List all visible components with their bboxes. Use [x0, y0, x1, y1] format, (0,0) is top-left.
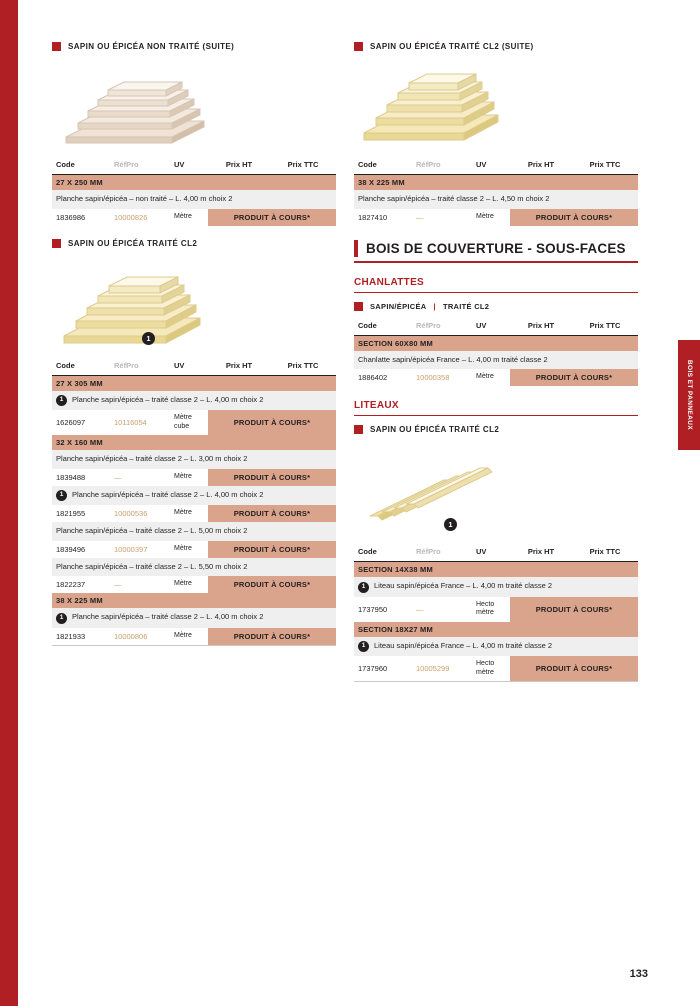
red-square-icon	[52, 239, 61, 248]
subheading-left-label: SAPIN/ÉPICÉA	[370, 301, 427, 311]
cell-uv: Hecto mètre	[476, 600, 495, 616]
th-uv: UV	[472, 544, 510, 562]
price-badge: PRODUIT À COURS*	[208, 469, 336, 486]
red-square-icon	[354, 42, 363, 51]
cell-uv: Mètre	[476, 212, 494, 220]
cell-code: 1836986	[56, 212, 86, 222]
th-prix-ttc: Prix TTC	[572, 318, 638, 336]
cell-refpro: 10000826	[114, 212, 148, 222]
category-label: SECTION 60X80 MM	[354, 335, 638, 351]
product-description: Planche sapin/épicéa – traité classe 2 – L. 5,50 m choix 2	[56, 561, 248, 571]
th-code: Code	[52, 157, 110, 175]
badge-number: 1	[56, 395, 67, 406]
category-label: 32 X 160 MM	[52, 435, 336, 450]
subsection-title-chanlattes: CHANLATTES	[354, 277, 638, 293]
price-badge: PRODUIT À COURS*	[208, 410, 336, 435]
cell-uv: Mètre cube	[174, 414, 192, 430]
th-prix-ht: Prix HT	[208, 157, 270, 175]
cell-uv: Mètre	[174, 212, 192, 220]
cell-refpro: —	[114, 472, 122, 482]
table-row	[52, 410, 336, 435]
table-row	[52, 628, 336, 645]
cell-uv: Mètre	[174, 509, 192, 517]
catalog-page	[18, 0, 678, 1006]
description-row	[52, 450, 336, 469]
product-description: Planche sapin/épicéa – traité classe 2 – L. 4,00 m choix 2	[72, 612, 264, 621]
subsection-title-liteaux: LITEAUX	[354, 400, 638, 416]
price-badge: PRODUIT À COURS*	[510, 656, 638, 681]
category-row	[354, 335, 638, 351]
category-label: SECTION 14X38 MM	[354, 562, 638, 578]
description-row	[354, 577, 638, 597]
th-prix-ht: Prix HT	[208, 358, 270, 376]
th-prix-ttc: Prix TTC	[572, 544, 638, 562]
table-header-row	[52, 358, 336, 376]
cell-refpro: 10005299	[416, 664, 450, 673]
description-row	[52, 558, 336, 577]
title-accent-bar	[354, 240, 358, 257]
product-description: Planche sapin/épicéa – traité classe 2 – L. 5,00 m choix 2	[56, 526, 248, 535]
page-number: 133	[629, 968, 648, 980]
product-description: Planche sapin/épicéa – traité classe 2 – L. 4,50 m choix 2	[358, 194, 550, 203]
badge-number: 1	[358, 641, 369, 652]
description-row	[52, 522, 336, 541]
cell-uv: Mètre	[174, 544, 192, 552]
subheading-sapin-traite-cl2	[354, 425, 638, 434]
side-tab-label: BOIS ET PANNEAUX	[686, 359, 693, 431]
product-description: Planche sapin/épicéa – traité classe 2 – L. 4,00 m choix 2	[72, 394, 264, 404]
th-uv: UV	[472, 318, 510, 336]
table-row	[52, 576, 336, 593]
table-row	[52, 209, 336, 226]
image-badge-1: 1	[444, 518, 457, 531]
section-heading-label: SAPIN OU ÉPICÉA TRAITÉ CL2 (SUITE)	[370, 42, 534, 51]
price-badge: PRODUIT À COURS*	[208, 541, 336, 558]
cell-refpro: —	[416, 212, 424, 222]
category-row	[52, 175, 336, 191]
price-badge: PRODUIT À COURS*	[510, 597, 638, 622]
category-row	[354, 175, 638, 191]
table-sapin-traite-suite	[354, 157, 638, 226]
description-row	[52, 486, 336, 506]
th-uv: UV	[170, 358, 208, 376]
price-badge: PRODUIT À COURS*	[510, 369, 638, 386]
table-row	[354, 369, 638, 386]
th-prix-ht: Prix HT	[510, 318, 572, 336]
cell-code: 1737950	[358, 604, 388, 614]
cell-code: 1822237	[56, 580, 86, 589]
th-uv: UV	[472, 157, 510, 175]
cell-refpro: 10000397	[114, 544, 148, 554]
table-header-row	[52, 157, 336, 175]
table-row	[354, 656, 638, 681]
price-badge: PRODUIT À COURS*	[208, 505, 336, 522]
table-row	[354, 209, 638, 226]
table-row	[52, 469, 336, 486]
th-code: Code	[354, 544, 412, 562]
description-row	[354, 190, 638, 209]
red-square-icon	[52, 42, 61, 51]
table-row	[52, 505, 336, 522]
cell-refpro: 10000358	[416, 373, 450, 382]
table-header-row	[354, 157, 638, 175]
category-label: 38 X 225 MM	[354, 175, 638, 191]
table-row	[354, 597, 638, 622]
product-image-planche-non-traitee	[54, 59, 336, 151]
cell-code: 1886402	[358, 373, 388, 382]
left-red-bar	[0, 0, 18, 1006]
subheading-right-label: TRAITÉ CL2	[442, 301, 490, 311]
table-liteaux	[354, 544, 638, 682]
cell-code: 1737960	[358, 664, 388, 673]
product-description: Liteau sapin/épicéa France – L. 4,00 m traité classe 2	[374, 581, 553, 590]
description-row	[52, 608, 336, 628]
category-row	[354, 562, 638, 578]
th-prix-ht: Prix HT	[510, 157, 572, 175]
price-badge: PRODUIT À COURS*	[510, 209, 638, 226]
price-badge: PRODUIT À COURS*	[208, 576, 336, 593]
category-row	[52, 435, 336, 450]
th-refpro: RéfPro	[412, 157, 472, 175]
th-code: Code	[52, 358, 110, 376]
cell-refpro: 10000806	[114, 631, 148, 641]
cell-code: 1626097	[56, 418, 86, 427]
cell-refpro: —	[416, 604, 424, 614]
cell-uv: Mètre	[174, 472, 192, 480]
section-heading-sapin-traite-suite	[354, 42, 638, 51]
badge-number: 1	[56, 490, 67, 501]
th-prix-ttc: Prix TTC	[270, 157, 336, 175]
th-code: Code	[354, 318, 412, 336]
th-refpro: RéfPro	[110, 157, 170, 175]
table-bottom-rule	[52, 645, 336, 646]
cell-uv: Hecto mètre	[476, 660, 495, 676]
table-bottom-rule	[354, 681, 638, 682]
cell-uv: Mètre	[174, 631, 192, 639]
cell-refpro: 10116054	[114, 418, 147, 427]
product-description: Planche sapin/épicéa – traité classe 2 – L. 4,00 m choix 2	[72, 489, 264, 499]
table-header-row	[354, 318, 638, 336]
cell-code: 1839496	[56, 544, 86, 554]
product-description: Liteau sapin/épicéa France – L. 4,00 m traité classe 2	[374, 640, 553, 650]
th-prix-ttc: Prix TTC	[572, 157, 638, 175]
table-sapin-traite-cl2	[52, 358, 336, 646]
badge-number: 1	[358, 582, 369, 593]
red-square-icon	[354, 302, 363, 311]
section-heading-sapin-traite-cl2	[52, 239, 336, 248]
category-label: 27 X 305 MM	[52, 375, 336, 391]
section-heading-label: SAPIN OU ÉPICÉA NON TRAITÉ (SUITE)	[68, 42, 235, 51]
th-uv: UV	[170, 157, 208, 175]
product-description: Planche sapin/épicéa – traité classe 2 – L. 3,00 m choix 2	[56, 454, 248, 463]
table-row	[52, 541, 336, 558]
category-row	[52, 375, 336, 391]
th-code: Code	[354, 157, 412, 175]
cell-code: 1821955	[56, 509, 86, 518]
category-label: SECTION 18X27 MM	[354, 622, 638, 637]
product-image-planche-traitee-suite	[356, 59, 638, 151]
description-row	[354, 637, 638, 657]
th-prix-ttc: Prix TTC	[270, 358, 336, 376]
big-section-title-label: BOIS DE COUVERTURE - SOUS-FACES	[366, 240, 626, 256]
cell-uv: Mètre	[174, 580, 192, 588]
cell-refpro: 10000536	[114, 509, 148, 518]
product-description: Chanlatte sapin/épicéa France – L. 4,00 m traité classe 2	[358, 354, 548, 364]
planche-stack-illustration	[54, 59, 244, 151]
th-refpro: RéfPro	[110, 358, 170, 376]
product-description: Planche sapin/épicéa – non traité – L. 4,00 m choix 2	[56, 194, 233, 203]
cell-code: 1827410	[358, 212, 388, 222]
subheading-label: SAPIN OU ÉPICÉA TRAITÉ CL2	[370, 425, 500, 434]
image-badge-1: 1	[142, 332, 155, 345]
subheading-separator: |	[433, 301, 436, 311]
price-badge: PRODUIT À COURS*	[208, 209, 336, 226]
price-badge: PRODUIT À COURS*	[208, 628, 336, 645]
big-section-title	[354, 240, 638, 263]
category-row	[354, 622, 638, 637]
section-heading-label: SAPIN OU ÉPICÉA TRAITÉ CL2	[68, 238, 198, 248]
category-label: 38 X 225 MM	[52, 593, 336, 608]
planche-traitee-stack-illustration	[356, 59, 546, 151]
th-prix-ht: Prix HT	[510, 544, 572, 562]
product-image-planche-traitee	[54, 256, 336, 352]
description-row	[52, 190, 336, 209]
cell-code: 1839488	[56, 472, 86, 482]
description-row	[354, 351, 638, 370]
side-tab-bois-et-panneaux	[678, 340, 700, 450]
left-column	[52, 42, 336, 682]
table-header-row	[354, 544, 638, 562]
th-refpro: RéfPro	[412, 544, 472, 562]
cell-refpro: —	[114, 580, 122, 589]
subheading-sapin-epicea-traite	[354, 302, 638, 311]
category-label: 27 X 250 MM	[52, 175, 336, 191]
red-square-icon	[354, 425, 363, 434]
category-row	[52, 593, 336, 608]
cell-code: 1821933	[56, 631, 86, 641]
section-heading-sapin-non-traite	[52, 42, 336, 51]
badge-number: 1	[56, 613, 67, 624]
th-refpro: RéfPro	[412, 318, 472, 336]
cell-uv: Mètre	[476, 373, 494, 381]
description-row	[52, 391, 336, 411]
right-column	[354, 42, 638, 682]
table-chanlattes	[354, 318, 638, 387]
product-image-liteaux	[356, 442, 638, 538]
table-sapin-non-traite	[52, 157, 336, 226]
